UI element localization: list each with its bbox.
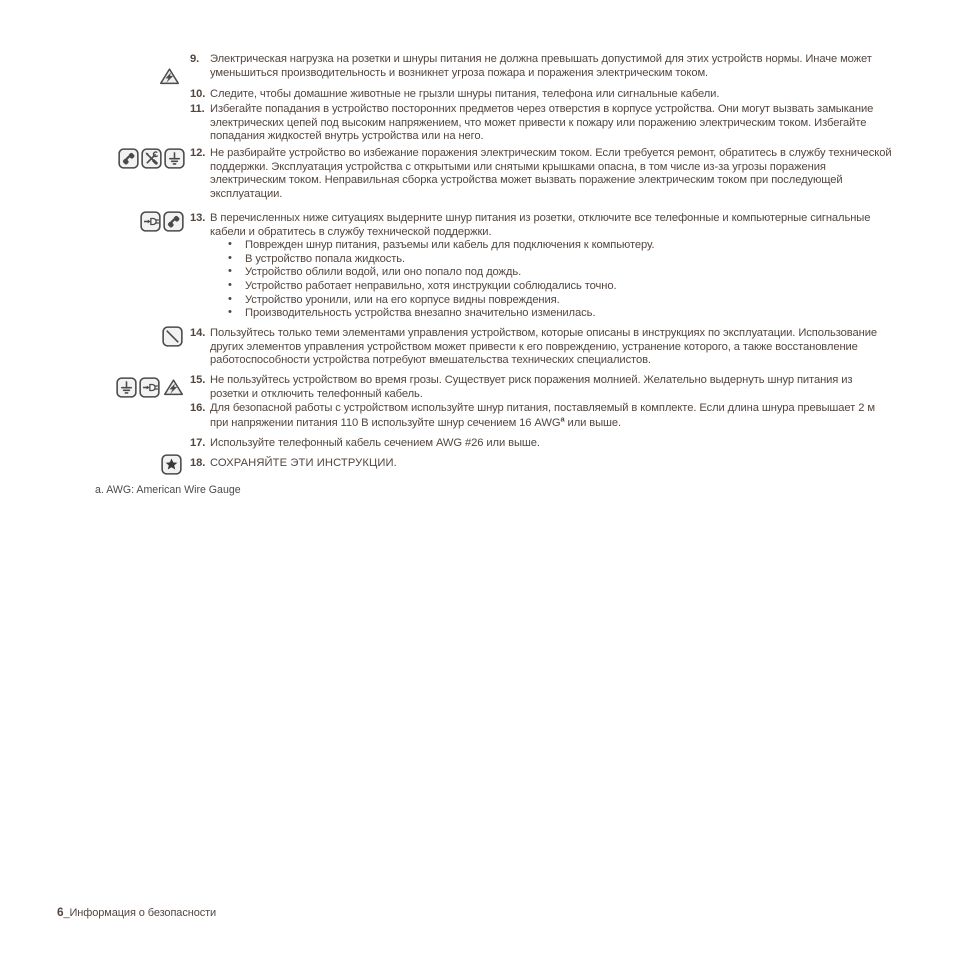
instruction-item-18	[190, 457, 892, 471]
prohibition-icon	[162, 326, 183, 347]
instruction-item-13	[190, 212, 892, 321]
item-number: 11.	[190, 103, 205, 115]
instruction-item-14	[190, 327, 892, 368]
bullet-list	[210, 239, 892, 321]
bullet-item	[210, 280, 892, 294]
phone-icon	[118, 148, 139, 169]
bullet-icon: •	[228, 251, 232, 264]
item-text: Используйте телефонный кабель сечением AWG #26 или выше.	[210, 437, 540, 449]
footnote-marker: a	[560, 414, 565, 424]
bullet-text: Устройство облили водой, или оно попало под дождь.	[245, 266, 522, 279]
item-text: Электрическая нагрузка на розетки и шнуры питания не должна превышать допустимой для этих устройств нормы. Иначе может уменьшиться производительность и возникнет угроза пожара и поражения электрическим током.	[210, 53, 872, 79]
ground-icon	[164, 148, 185, 169]
bullet-item	[210, 307, 892, 321]
phone-icon	[163, 211, 184, 232]
item-12-icons	[118, 148, 185, 169]
bullet-item	[210, 239, 892, 253]
lightning-triangle-icon	[158, 66, 181, 87]
bullet-text: Устройство работает неправильно, хотя инструкции соблюдались точно.	[245, 279, 617, 292]
item-number: 14.	[190, 327, 206, 339]
instruction-item-9	[190, 53, 892, 80]
item-number: 10.	[190, 88, 206, 100]
instruction-item-16	[190, 401, 892, 431]
item-text: СОХРАНЯЙТЕ ЭТИ ИНСТРУКЦИИ.	[210, 457, 397, 469]
item-number: 16.	[190, 402, 206, 414]
ground-icon	[116, 377, 137, 398]
unplug-icon	[139, 377, 160, 398]
bullet-text: В устройство попала жидкость.	[245, 252, 405, 265]
item-text: В перечисленных ниже ситуациях выдерните шнур питания из розетки, отключите все телефонные и компьютерные сигнальные кабели и обратитесь в службу технической поддержки.	[210, 212, 871, 238]
instruction-item-15	[190, 374, 892, 401]
bullet-icon: •	[228, 265, 232, 278]
bullet-icon: •	[228, 238, 232, 251]
bullet-text: Устройство уронили, или на его корпусе видны повреждения.	[245, 293, 560, 306]
footer-title: _Информация о безопасности	[63, 907, 217, 919]
instruction-item-11	[190, 103, 892, 144]
page-number: 6	[57, 905, 64, 919]
item-9-icons	[158, 66, 181, 87]
item-number: 12.	[190, 147, 206, 159]
instruction-item-12	[190, 147, 892, 201]
item-15-icons	[116, 377, 185, 398]
footnote: a. AWG: American Wire Gauge	[95, 484, 241, 496]
bullet-item	[210, 266, 892, 280]
lightning-triangle-icon	[162, 377, 185, 398]
instruction-item-17	[190, 437, 892, 451]
item-18-icons	[161, 454, 182, 475]
item-text: Пользуйтесь только теми элементами управления устройством, которые описаны в инструкциях по эксплуатации. Использование других элементов управления устройством может привести к его повреждению, устранение которого, а также восстановление работоспособности устройства потребуют вмешательства технических специалистов.	[210, 327, 877, 367]
bullet-item	[210, 294, 892, 308]
item-number: 13.	[190, 212, 206, 224]
bullet-icon: •	[228, 292, 232, 305]
unplug-icon	[140, 211, 161, 232]
item-number: 17.	[190, 437, 206, 449]
item-text: Избегайте попадания в устройство посторонних предметов через отверстия в корпусе устройства. Они могут вызвать замыкание электрических цепей под высоким напряжением, что может привести к пожару или поражению электрическим током. Избегайте попадания жидкостей внутрь устройства или на него.	[210, 103, 874, 143]
item-13-icons	[140, 211, 184, 232]
item-number: 18.	[190, 457, 206, 469]
item-14-icons	[162, 326, 183, 347]
instruction-item-10	[190, 88, 892, 102]
star-icon	[161, 454, 182, 475]
item-number: 15.	[190, 374, 206, 386]
repair-tools-icon	[141, 148, 162, 169]
bullet-text: Поврежден шнур питания, разъемы или кабель для подключения к компьютеру.	[245, 239, 655, 252]
bullet-icon: •	[228, 278, 232, 291]
page-footer	[57, 906, 216, 921]
item-text: Следите, чтобы домашние животные не грызли шнуры питания, телефона или сигнальные кабели.	[210, 88, 720, 100]
bullet-item	[210, 253, 892, 267]
item-text: Не пользуйтесь устройством во время грозы. Существует риск поражения молнией. Желательно выдернуть шнур питания из розетки и отключить телефонный кабель.	[210, 374, 853, 400]
bullet-icon: •	[228, 306, 232, 319]
item-text: или выше.	[564, 417, 622, 429]
item-text: Не разбирайте устройство во избежание поражения электрическим током. Если требуется ремонт, обратитесь в службу технической поддержки. Эксплуатация устройства с открытыми или снятыми крышками опасна, в том числе из-за угрозы поражения электрическим током. Неправильная сборка устройства может вызвать поражение электрическим током при последующей эксплуатации.	[210, 147, 892, 200]
item-number: 9.	[190, 53, 200, 65]
bullet-text: Производительность устройства внезапно значительно изменилась.	[245, 307, 596, 320]
item-text: Для безопасной работы с устройством используйте шнур питания, поставляемый в комплекте. Если длина шнура превышает 2 м при напряжении питания 110 В используйте шнур сечением 16 AWG	[210, 402, 875, 429]
